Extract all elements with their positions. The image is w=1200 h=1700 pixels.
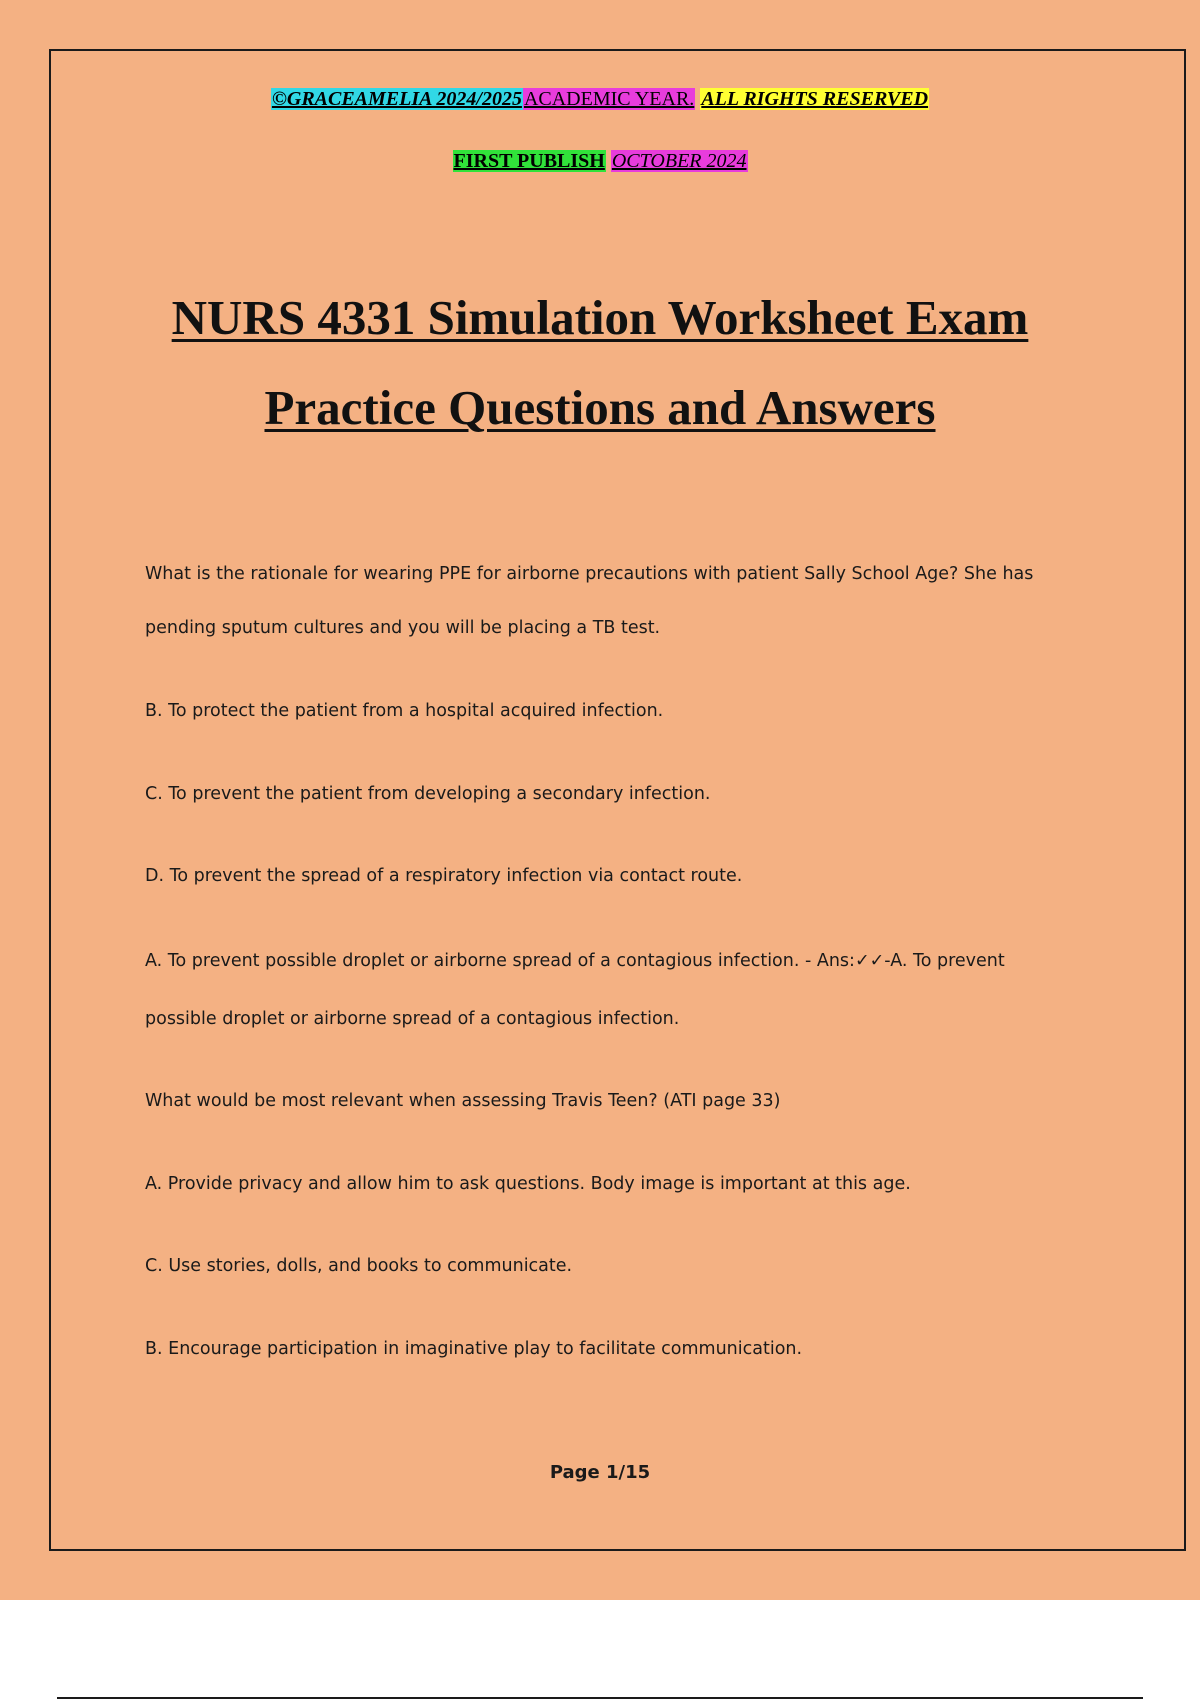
next-page-top-rule: [57, 1697, 1143, 1699]
question-2-text: What would be most relevant when assessing Travis Teen? (ATI page 33): [145, 1091, 781, 1111]
question-1-option-b: B. To protect the patient from a hospital acquired infection.: [145, 701, 664, 721]
question-1-text: What is the rationale for wearing PPE for airborne precautions with patient Sally School Age? She has: [145, 564, 1034, 584]
rights-reserved-label: ALL RIGHTS RESERVED: [701, 88, 929, 110]
question-1-option-c: C. To prevent the patient from developing a secondary infection.: [145, 784, 711, 804]
question-1-option-d: D. To prevent the spread of a respiratory infection via contact route.: [145, 866, 743, 886]
copyright-header: [0, 86, 1200, 112]
document-title-line-1: NURS 4331 Simulation Worksheet Exam: [171, 290, 1029, 345]
copyright-notice: ©GRACEAMELIA 2024/2025: [271, 88, 522, 110]
academic-year-label: ACADEMIC YEAR.: [523, 88, 695, 110]
first-publish-label: FIRST PUBLISH: [453, 150, 605, 172]
document-title-line-2: Practice Questions and Answers: [264, 380, 936, 435]
question-2-option-c: C. Use stories, dolls, and books to communicate.: [145, 1256, 573, 1276]
question-2-option-a: A. Provide privacy and allow him to ask questions. Body image is important at this age.: [145, 1174, 911, 1194]
question-1-text-continued: pending sputum cultures and you will be placing a TB test.: [145, 618, 661, 638]
page-number: Page 1/15: [549, 1462, 651, 1483]
question-2-option-b: B. Encourage participation in imaginative play to facilitate communication.: [145, 1339, 803, 1359]
publish-header: [0, 148, 1200, 174]
question-1-answer: A. To prevent possible droplet or airborne spread of a contagious infection. - Ans:✓✓-A. To prevent: [145, 951, 1005, 971]
publish-date: OCTOBER 2024: [611, 150, 747, 172]
question-1-answer-continued: possible droplet or airborne spread of a contagious infection.: [145, 1009, 680, 1029]
